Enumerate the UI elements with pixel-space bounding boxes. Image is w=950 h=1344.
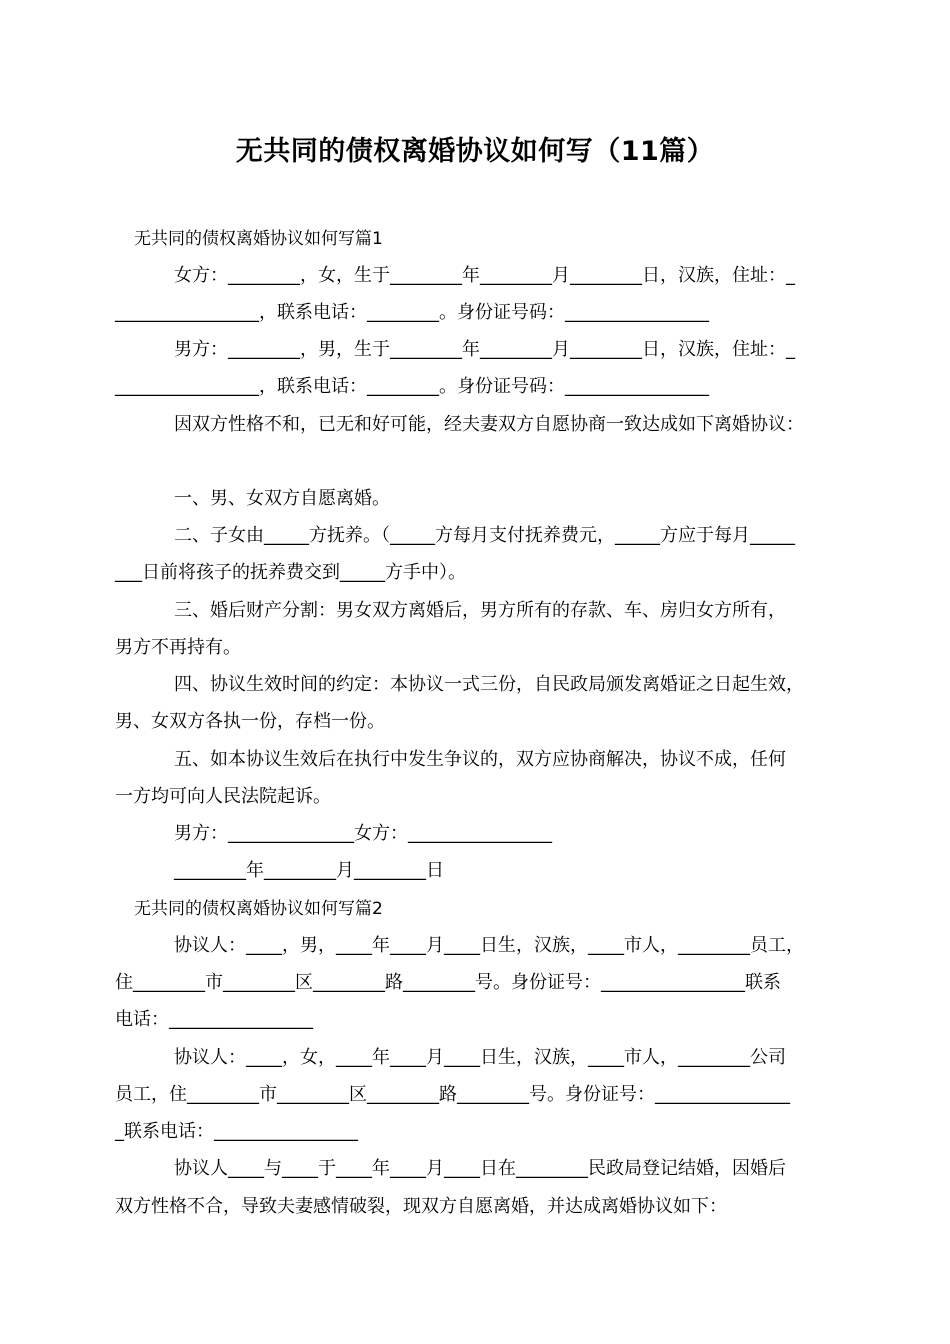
paragraph-line: 男方：________，男，生于________年________月________日，汉族，住址：_	[174, 339, 795, 360]
section-heading-2: 无共同的债权离婚协议如何写篇2	[134, 899, 383, 919]
section-heading-1: 无共同的债权离婚协议如何写篇1	[134, 229, 383, 249]
date-line: ________年________月________日	[174, 860, 444, 881]
paragraph-line: 男方不再持有。	[115, 637, 241, 658]
paragraph-line: 五、如本协议生效后在执行中发生争议的，双方应协商解决，协议不成，任何	[174, 749, 786, 770]
paragraph-line: 四、协议生效时间的约定：本协议一式三份，自民政局颁发离婚证之日起生效，	[174, 674, 804, 695]
paragraph-line: _联系电话：________________	[115, 1121, 358, 1142]
paragraph-line: 一、男、女双方自愿离婚。	[174, 488, 390, 509]
paragraph-line: 三、婚后财产分割：男女双方离婚后，男方所有的存款、车、房归女方所有，	[174, 600, 786, 621]
paragraph-line: ________________，联系电话：________。身份证号码：________________	[115, 376, 709, 397]
paragraph-line: 男、女双方各执一份，存档一份。	[115, 711, 385, 732]
paragraph-line: ________________，联系电话：________。身份证号码：________________	[115, 302, 709, 323]
paragraph-line: 协议人：____，男，____年____月____日生，汉族，____市人，________员工，	[174, 935, 804, 956]
paragraph-line: 因双方性格不和，已无和好可能，经夫妻双方自愿协商一致达成如下离婚协议：	[174, 414, 804, 435]
paragraph-line: 电话：________________	[115, 1009, 313, 1030]
paragraph-line: 女方：________，女，生于________年________月________日，汉族，住址：_	[174, 265, 795, 286]
paragraph-line: 双方性格不合，导致夫妻感情破裂，现双方自愿离婚，并达成离婚协议如下：	[115, 1196, 727, 1217]
signature-line: 男方：______________女方：________________	[174, 823, 552, 844]
paragraph-line: 协议人：____，女，____年____月____日生，汉族，____市人，________公司	[174, 1047, 786, 1068]
paragraph-line: 协议人____与____于____年____月____日在________民政局登记结婚，因婚后	[174, 1158, 786, 1179]
paragraph-line: ___日前将孩子的抚养费交到_____方手中）。	[115, 562, 466, 583]
paragraph-line: 一方均可向人民法院起诉。	[115, 786, 331, 807]
paragraph-line: 住________市________区________路________号。身份证号：________________联系	[115, 972, 781, 993]
document-title: 无共同的债权离婚协议如何写（11篇）	[235, 136, 715, 167]
paragraph-line: 员工，住________市________区________路________号。身份证号：_______________	[115, 1084, 790, 1105]
paragraph-line: 二、子女由_____方抚养。（_____方每月支付抚养费元，_____方应于每月_____	[174, 525, 795, 546]
